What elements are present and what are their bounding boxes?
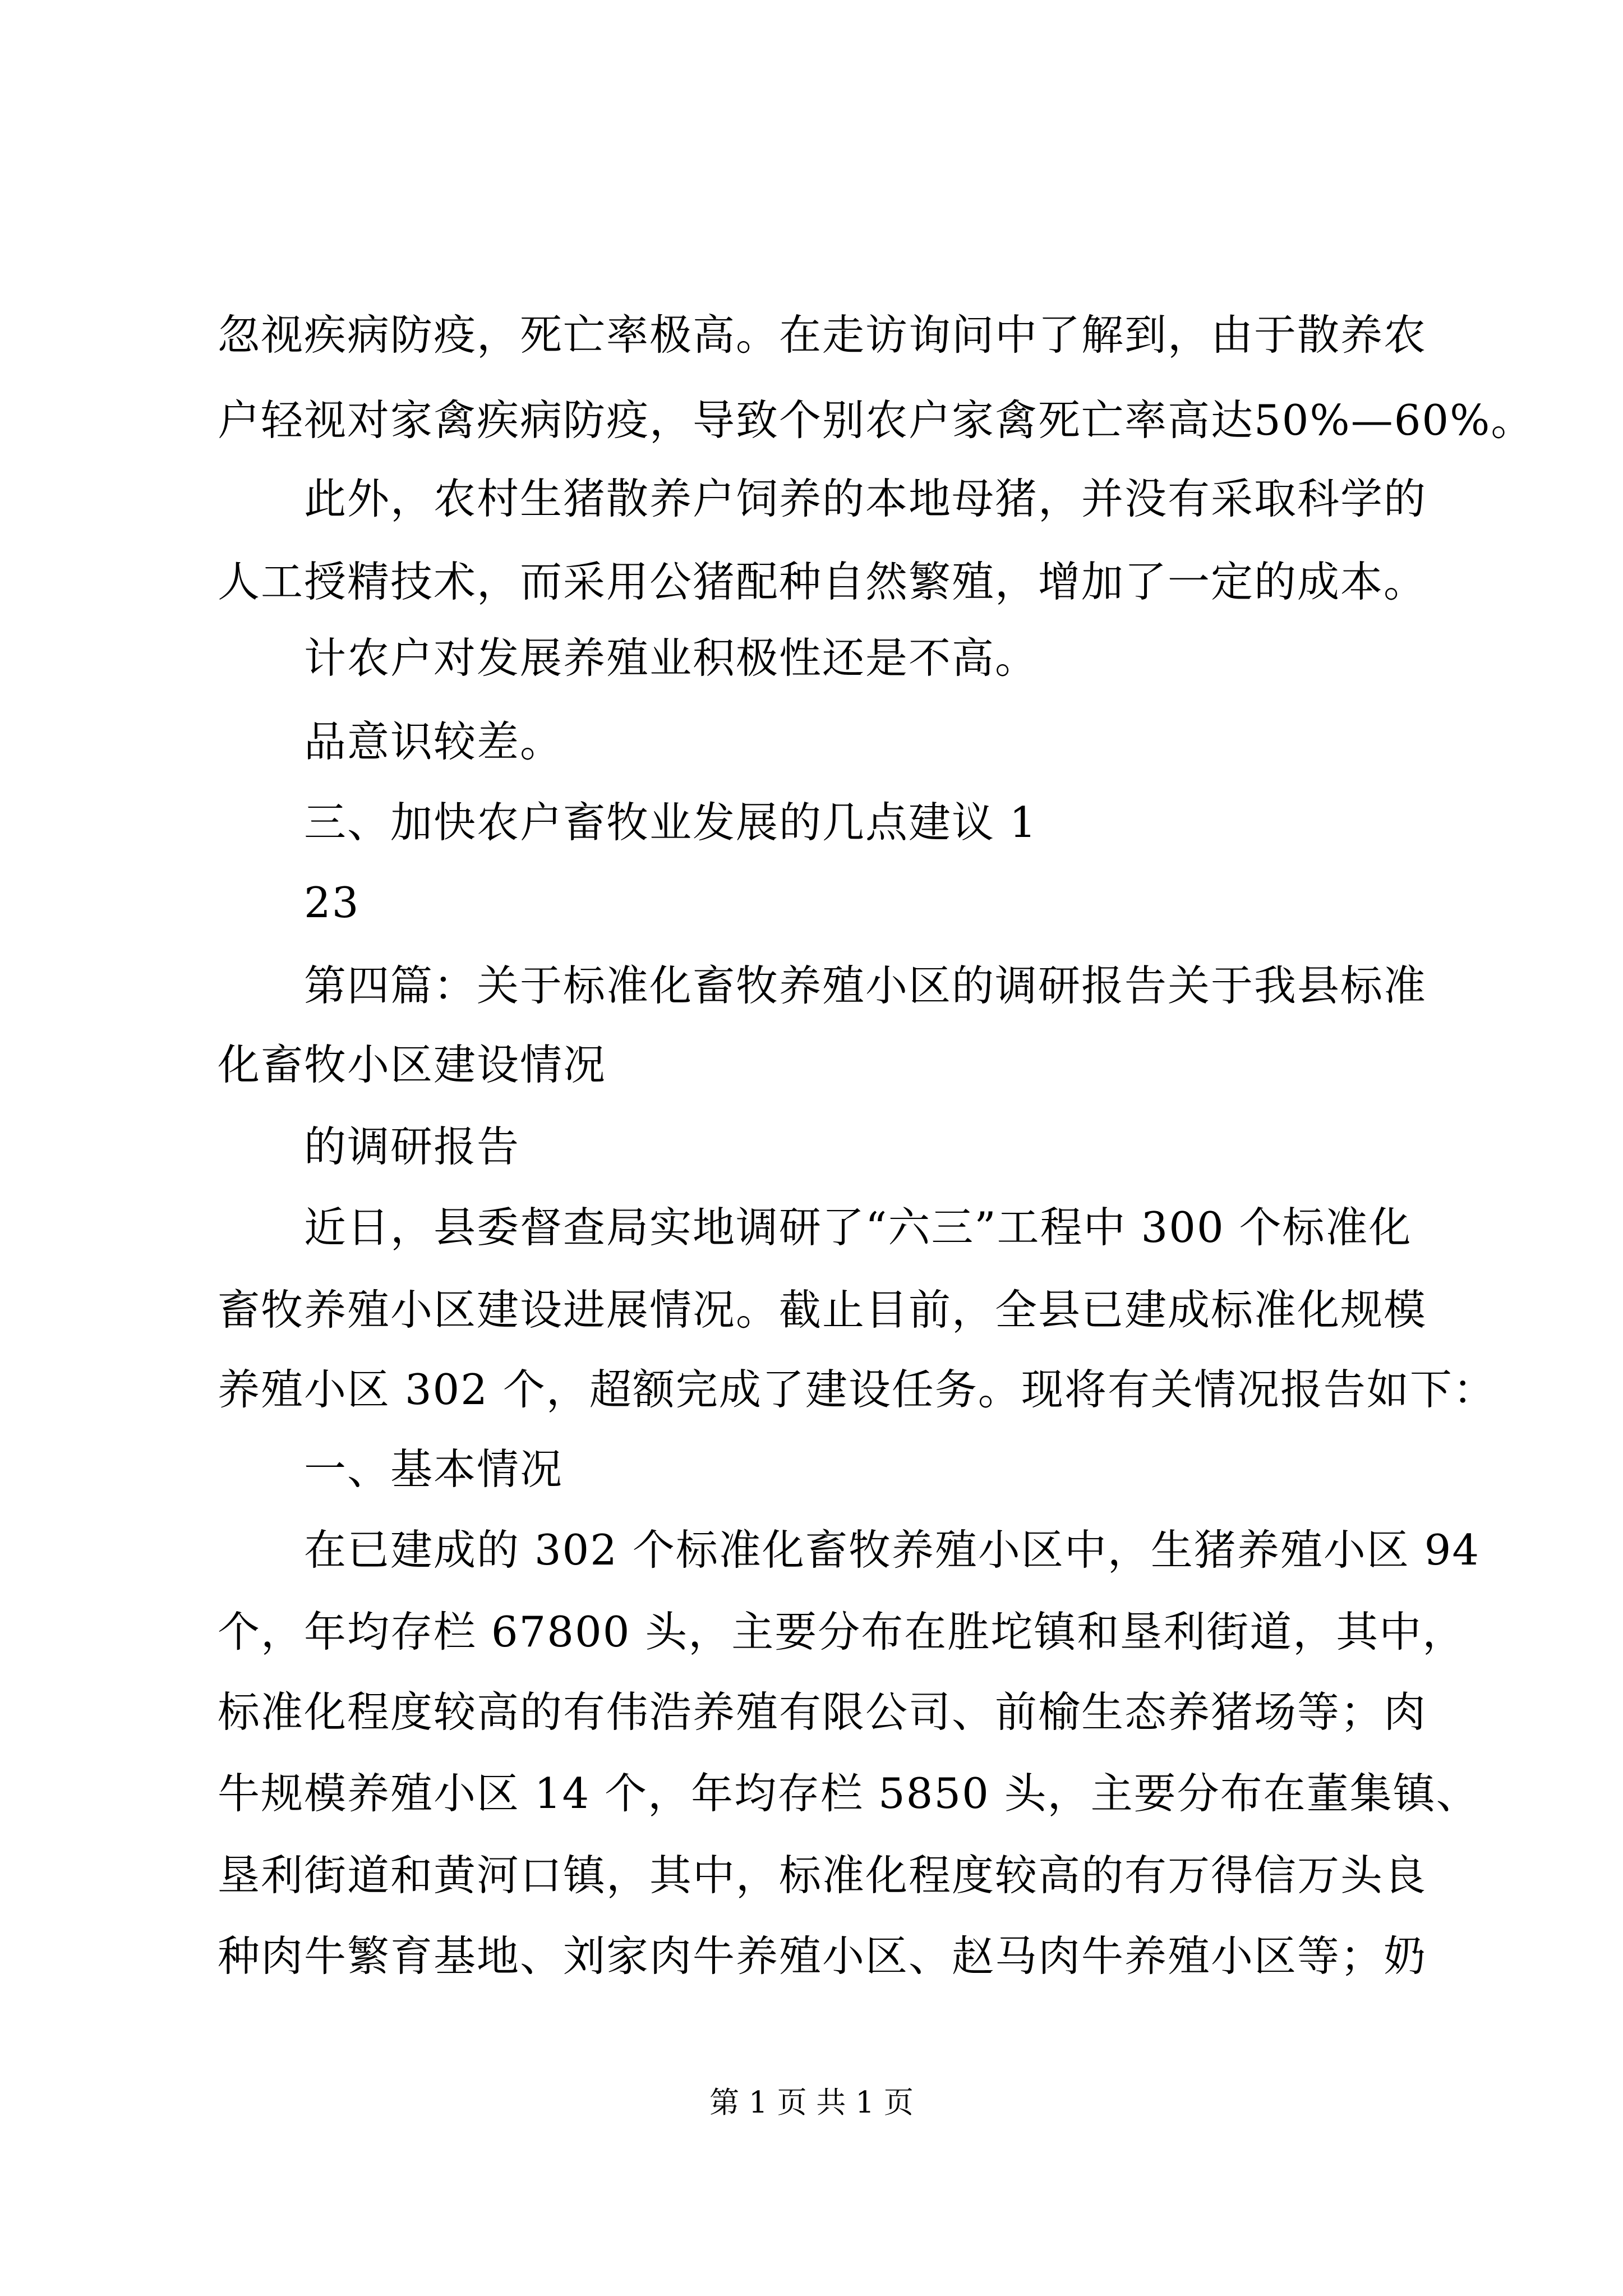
text-line-4: 人工授精技术，而采用公猪配种自然繁殖，增加了一定的成本。 bbox=[218, 557, 1427, 606]
text-line-5: 计农户对发展养殖业积极性还是不高。 bbox=[304, 633, 1039, 683]
article-title-line-2: 化畜牧小区建设情况 bbox=[218, 1040, 607, 1089]
page-number-footer: 第 1 页 共 1 页 bbox=[709, 2086, 914, 2120]
text-line-2: 户轻视对家禽疾病防疫，导致个别农户家禽死亡率高达50%—60%。 bbox=[218, 395, 1534, 445]
text-line-19: 牛规模养殖小区 14 个，年均存栏 5850 头，主要分布在董集镇、 bbox=[218, 1769, 1479, 1818]
section-heading-suggestions: 三、加快农户畜牧业发展的几点建议 1 bbox=[304, 798, 1038, 847]
text-line-16: 在已建成的 302 个标准化畜牧养殖小区中，生猪养殖小区 94 bbox=[304, 1525, 1481, 1575]
section-heading-basic: 一、基本情况 bbox=[304, 1444, 564, 1494]
text-line-13: 畜牧养殖小区建设进展情况。截止目前，全县已建成标准化规模 bbox=[218, 1285, 1427, 1335]
text-line-1: 忽视疾病防疫，死亡率极高。在走访询问中了解到，由于散养农 bbox=[218, 310, 1427, 360]
text-line-6: 品意识较差。 bbox=[304, 717, 564, 766]
text-line-21: 种肉牛繁育基地、刘家肉牛养殖小区、赵马肉牛养殖小区等；奶 bbox=[218, 1931, 1427, 1981]
text-line-18: 标准化程度较高的有伟浩养殖有限公司、前榆生态养猪场等；肉 bbox=[218, 1687, 1427, 1737]
text-line-3: 此外，农村生猪散养户饲养的本地母猪，并没有采取科学的 bbox=[304, 474, 1427, 523]
text-line-12: 近日，县委督查局实地调研了“六三”工程中 300 个标准化 bbox=[304, 1203, 1412, 1252]
text-line-17: 个，年均存栏 67800 头，主要分布在胜坨镇和垦利街道，其中， bbox=[218, 1607, 1466, 1657]
text-line-14: 养殖小区 302 个，超额完成了建设任务。现将有关情况报告如下： bbox=[218, 1365, 1496, 1414]
article-title-line-3: 的调研报告 bbox=[304, 1122, 520, 1171]
text-line-8: 23 bbox=[304, 878, 360, 927]
article-title-line-1: 第四篇：关于标准化畜牧养殖小区的调研报告关于我县标准 bbox=[304, 961, 1427, 1010]
text-line-20: 垦利街道和黄河口镇，其中，标准化程度较高的有万得信万头良 bbox=[218, 1851, 1427, 1900]
